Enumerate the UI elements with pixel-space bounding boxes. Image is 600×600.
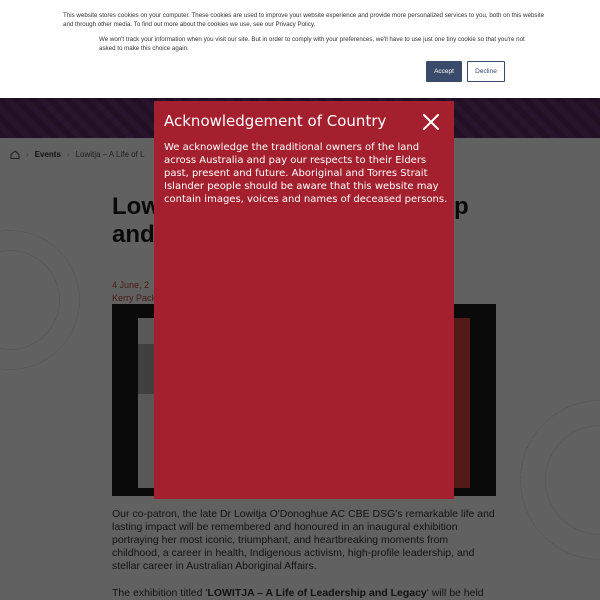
acknowledgement-modal: [154, 101, 454, 499]
accept-button[interactable]: Accept: [426, 61, 462, 82]
modal-title: Acknowledgement of Country: [164, 112, 387, 130]
modal-body-text: We acknowledge the traditional owners of the land across Australia and pay our respects to their Elders past, present and future. Aboriginal and Torres Strait Islander people should be aware that this website may contain images, voices and names of deceased persons.: [164, 142, 448, 205]
close-icon[interactable]: [422, 113, 440, 131]
cookie-tracking-text: We won't track your information when you visit our site. But in order to comply with your preferences, we'll have to use just one tiny cookie so that you're not asked to make this choice again.: [99, 36, 525, 52]
cookie-banner: [0, 0, 600, 98]
cookie-notice-text: This website stores cookies on your computer. These cookies are used to improve your website experience and provide more personalized services to you, both on this website and through other media. To find out more about the cookies we use, see our Privacy Policy.: [63, 12, 545, 28]
decline-button[interactable]: Decline: [467, 61, 505, 82]
